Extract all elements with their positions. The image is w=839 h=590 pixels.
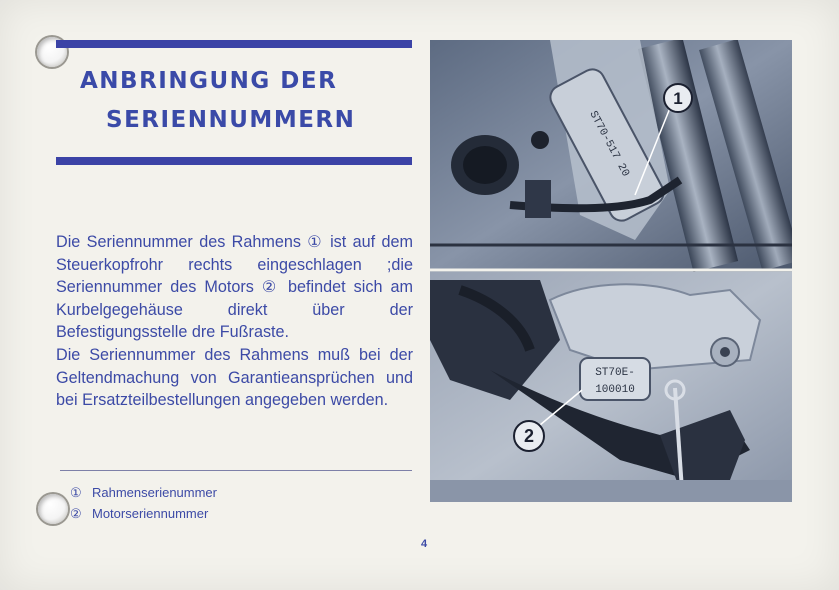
heading-rule-top bbox=[56, 40, 412, 48]
callout-1-number: 1 bbox=[673, 89, 683, 108]
photo-illustration bbox=[430, 40, 792, 502]
heading-line-1: ANBRINGUNG DER bbox=[80, 68, 338, 94]
heading-rule-bottom bbox=[56, 157, 412, 165]
engine-serial-line-2: 100010 bbox=[595, 384, 635, 396]
legend-item-engine bbox=[70, 503, 217, 524]
motorcycle-photo bbox=[430, 40, 792, 502]
legend-number: ① bbox=[70, 485, 82, 500]
legend-number: ② bbox=[70, 506, 82, 521]
legend-list bbox=[70, 482, 217, 524]
heading-line-2: SERIENNUMMERN bbox=[106, 107, 356, 133]
engine-photo-bottom bbox=[430, 272, 792, 502]
callout-2-number: 2 bbox=[523, 426, 535, 446]
legend-label: Rahmenserienummer bbox=[92, 485, 217, 500]
body-paragraph-1: Die Seriennummer des Rahmens ① ist auf dem Steuerkopfrohr rechts eingeschlagen ;die Seriennummer des Motors ② befindet sich am Kurbelgegehäuse direkt über der Befestigungsstelle dre Fußraste. bbox=[56, 233, 413, 342]
frame-serial-stamp: ST70-517 20 bbox=[586, 109, 632, 179]
punch-hole-bottom bbox=[38, 494, 68, 524]
engine-serial-line-1: ST70E- bbox=[595, 367, 635, 379]
legend-label: Motorseriennummer bbox=[92, 506, 209, 521]
frame-photo-top bbox=[430, 40, 792, 272]
legend-divider bbox=[60, 470, 412, 471]
body-paragraph-2: Die Seriennummer des Rahmens muß bei der Geltendmachung von Garantieansprüchen und bei Ersatzteilbestellungen angegeben werden. bbox=[56, 345, 413, 410]
legend-item-frame bbox=[70, 482, 217, 503]
body-text bbox=[56, 231, 413, 412]
page-number: 4 bbox=[421, 538, 428, 550]
